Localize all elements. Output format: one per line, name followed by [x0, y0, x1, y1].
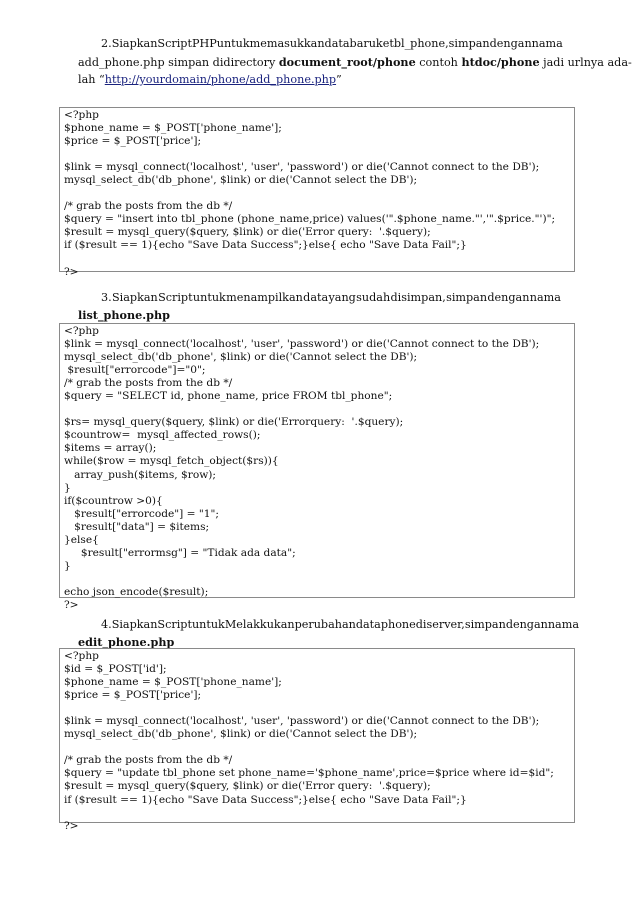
code-line: /* grab the posts from the db */	[64, 200, 233, 213]
word: Script	[157, 618, 192, 631]
word: simpan	[464, 618, 506, 631]
code-line: $rs= mysql_query($query, $link) or die('Errorquery: '.$query);	[64, 416, 404, 429]
code-line: $phone_name = $_POST['phone_name'];	[64, 676, 282, 689]
code-line: <?php	[64, 109, 99, 121]
word: data	[355, 618, 381, 631]
code-line: <?php	[64, 325, 99, 337]
word: untuk	[192, 291, 226, 304]
code-line	[64, 403, 570, 416]
filename-list-phone: list_phone.php	[78, 307, 170, 322]
code-line: ?>	[64, 819, 79, 832]
code-line: }	[64, 559, 71, 572]
code-line: mysql_select_db('db_phone', $link) or die('Cannot select the DB');	[64, 174, 418, 187]
step-4-line-1	[78, 617, 579, 633]
code-line: $link = mysql_connect('localhost', 'user', 'password') or die('Cannot connect to the DB');	[64, 715, 540, 728]
code-line: $countrow= mysql_affected_rows();	[64, 429, 261, 442]
word: data	[324, 37, 350, 50]
example-path: htdoc/phone	[461, 54, 540, 69]
word: Siapkan	[111, 37, 158, 50]
text: ”	[336, 73, 342, 86]
step-2-paragraph	[78, 36, 632, 88]
code-line: ?>	[64, 265, 79, 278]
word: disimpan,	[390, 291, 446, 304]
text: jadi urlnya ada-	[539, 55, 632, 69]
code-line: }	[64, 481, 71, 494]
code-line: while($row = mysql_fetch_object($rs)){	[64, 455, 279, 468]
word: nama	[531, 37, 563, 50]
directory-path: document_root/phone	[278, 54, 416, 69]
code-line: $link = mysql_connect('localhost', 'user', 'password') or die('Cannot connect to the DB');	[64, 338, 540, 351]
code-line: ?>	[64, 598, 79, 611]
code-line: array_push($items, $row);	[64, 468, 216, 481]
code-line	[64, 573, 570, 586]
code-line: $result["errorcode"] = "1";	[64, 507, 219, 520]
code-line	[64, 741, 570, 754]
word: yang	[328, 291, 356, 304]
word: phone	[380, 618, 416, 631]
word: Siapkan	[112, 291, 158, 304]
word: Script	[157, 37, 192, 50]
code-line: $link = mysql_connect('localhost', 'user', 'password') or die('Cannot connect to the DB');	[64, 161, 540, 174]
filename-edit-phone: edit_phone.php	[78, 634, 175, 649]
word: Script	[158, 291, 193, 304]
word: perubahan	[294, 618, 356, 631]
code-line: mysql_select_db('db_phone', $link) or die('Cannot select the DB');	[64, 728, 418, 741]
code-line: <?php	[64, 650, 99, 662]
word: dengan	[505, 618, 548, 631]
word: simpan	[446, 291, 488, 304]
text: add_phone.php simpan didirectory	[78, 55, 279, 69]
code-line: $query = "SELECT id, phone_name, price FROM tbl_phone";	[64, 390, 393, 403]
step-number: 4.	[101, 618, 112, 631]
code-line	[64, 807, 570, 820]
word: simpan	[448, 37, 490, 50]
code-line: }else{	[64, 533, 99, 546]
code-line: $phone_name = $_POST['phone_name'];	[64, 122, 282, 135]
word: untuk	[191, 618, 225, 631]
code-line: $result["errormsg"] = "Tidak ada data";	[64, 546, 296, 559]
step-number: 2.	[101, 37, 112, 50]
code-line: $query = "update tbl_phone set phone_name='$phone_name',price=$price where id=$id";	[64, 767, 554, 780]
word: dengan	[487, 291, 530, 304]
word: tbl_phone,	[389, 37, 449, 50]
code-line	[64, 702, 570, 715]
code-line: $result["errorcode"]="0";	[64, 364, 206, 377]
code-line: $result = mysql_query($query, $link) or die('Error query: '.$query);	[64, 226, 431, 239]
code-line: $items = array();	[64, 442, 157, 455]
code-line: /* grab the posts from the db */	[64, 377, 233, 390]
word: PHP	[191, 37, 217, 50]
code-line: if ($result == 1){echo "Save Data Success";}else{ echo "Save Data Fail";}	[64, 239, 467, 252]
word: Melakkukan	[224, 618, 295, 631]
code-line	[64, 253, 570, 266]
code-line: $result["data"] = $items;	[64, 520, 210, 533]
code-line: if ($result == 1){echo "Save Data Success";}else{ echo "Save Data Fail";}	[64, 793, 467, 806]
code-line: $result = mysql_query($query, $link) or die('Error query: '.$query);	[64, 780, 431, 793]
word: data	[303, 291, 329, 304]
step-2-line-3	[78, 72, 561, 88]
code-line: $id = $_POST['id'];	[64, 663, 167, 676]
step-4-paragraph	[78, 617, 579, 650]
word: untuk	[216, 37, 250, 50]
step-2-line-2	[78, 54, 632, 71]
step-3-line-1	[78, 290, 561, 306]
word: memasukkan	[249, 37, 325, 50]
word: nama	[529, 291, 561, 304]
code-line: if($countrow >0){	[64, 494, 163, 507]
code-block-add-phone	[59, 107, 575, 278]
word: nama	[547, 618, 579, 631]
code-line: /* grab the posts from the db */	[64, 754, 233, 767]
code-block-list-phone	[59, 323, 575, 611]
code-line: $query = "insert into tbl_phone (phone_name,price) values('".$phone_name."','".$price."')";	[64, 213, 556, 226]
word: baru	[349, 37, 376, 50]
word: diserver,	[415, 618, 465, 631]
code-line: $price = $_POST['price'];	[64, 135, 202, 148]
word: sudah	[356, 291, 391, 304]
code-line: echo json_encode($result);	[64, 585, 209, 598]
word: ke	[375, 37, 390, 50]
word: Siapkan	[111, 618, 158, 631]
code-line	[64, 187, 570, 200]
text: contoh	[415, 55, 462, 69]
code-line	[64, 148, 570, 161]
step-number: 3.	[101, 291, 112, 304]
url-link[interactable]: http://yourdomain/phone/add_phone.php	[104, 73, 337, 86]
code-line: $price = $_POST['price'];	[64, 689, 202, 702]
code-block-edit-phone	[59, 648, 575, 832]
step-3-paragraph	[78, 290, 561, 323]
code-line: mysql_select_db('db_phone', $link) or die('Cannot select the DB');	[64, 351, 418, 364]
step-2-line-1	[78, 36, 561, 52]
word: dengan	[489, 37, 532, 50]
text: lah “	[78, 73, 105, 86]
word: menampilkan	[226, 291, 303, 304]
